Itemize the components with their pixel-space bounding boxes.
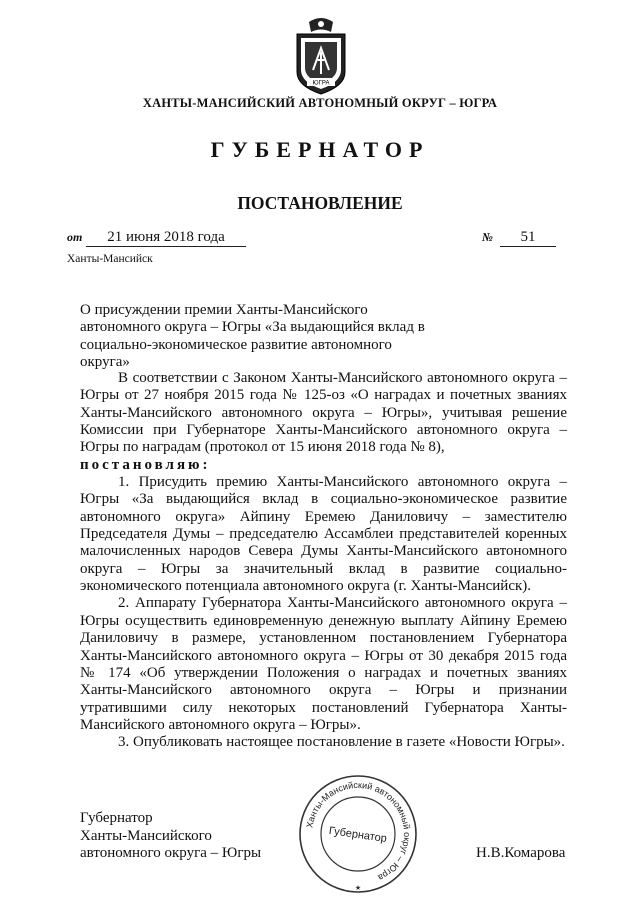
- date-prefix: от: [67, 230, 83, 244]
- seal-center-text: Губернатор: [328, 824, 388, 845]
- subject-line: социально-экономическое развитие автономного округа»: [80, 336, 392, 370]
- signatory-name: Н.В.Комарова: [476, 845, 566, 861]
- item-3-paragraph: 3. Опубликовать настоящее постановление в газете «Новости Югры».: [118, 734, 565, 751]
- city-name: Ханты-Мансийск: [67, 253, 153, 265]
- official-seal: [296, 772, 420, 896]
- coat-of-arms-emblem: [291, 12, 351, 96]
- signatory-title: [80, 810, 261, 863]
- item-2-paragraph: 2. Аппарату Губернатора Ханты-Мансийского автономного округа – Югры осуществить единовременную денежную выплату Айпину Еремею Даниловичу в размере, установленном постановлением Губернатора Ханты-Мансийского автономного округа – Югры от 30 декабря 2015 года № 174 «Об утверждении Положения о наградах и почетных званиях Ханты-Мансийского автономного округа – Югры и признании утратившими силу некоторых постановлений Губернатора Ханты-Мансийского автономного округа – Югры».: [80, 595, 567, 733]
- document-date: 21 июня 2018 года: [86, 229, 246, 247]
- emblem-text: ЮГРА: [312, 80, 330, 87]
- item-1-paragraph: 1. Присудить премию Ханты-Мансийского автономного округа – Югры «За выдающийся вклад в социально-экономическое развитие автономного округа» Айпину Еремею Даниловичу – заместителю Председателя Думы – председателю Ассамблеи представителей коренных малочисленных народов Севера Думы Ханты-Мансийского автономного округа – Югры за значительный вклад в развитие социально-экономического потенциала автономного округа (г. Ханты-Мансийск).: [80, 474, 567, 595]
- signatory-title-line: Губернатор: [80, 810, 153, 826]
- document-subject: [80, 302, 440, 371]
- signatory-title-line: автономного округа – Югры: [80, 845, 262, 861]
- svg-text:★: ★: [354, 884, 362, 892]
- number-prefix: №: [482, 230, 493, 244]
- document-type: ПОСТАНОВЛЕНИЕ: [237, 193, 403, 213]
- preamble-paragraph: В соответствии с Законом Ханты-Мансийского автономного округа – Югры от 27 ноября 2015 года № 125-оз «О наградах и почетных званиях Ханты-Мансийского автономного округа – Югры», учитывая решение Комиссии при Губернаторе Ханты-Мансийского автономного округа – Югры по наградам (протокол от 15 июня 2018 года № 8),: [80, 370, 567, 456]
- decree-word: постановляю:: [80, 456, 211, 473]
- subject-line: О присуждении премии Ханты-Мансийского: [80, 302, 368, 318]
- region-title: ХАНТЫ-МАНСИЙСКИЙ АВТОНОМНЫЙ ОКРУГ – ЮГРА: [142, 96, 498, 110]
- subject-line: автономного округа – Югры «За выдающийся вклад в: [80, 319, 425, 336]
- signatory-title-line: Ханты-Мансийского: [80, 827, 212, 844]
- authority-title: ГУБЕРНАТОР: [210, 137, 430, 162]
- document-number: 51: [500, 229, 556, 247]
- seal-ring-text: Ханты-Мансийский автономный округ – Югра: [304, 779, 413, 883]
- document-body: [80, 370, 567, 752]
